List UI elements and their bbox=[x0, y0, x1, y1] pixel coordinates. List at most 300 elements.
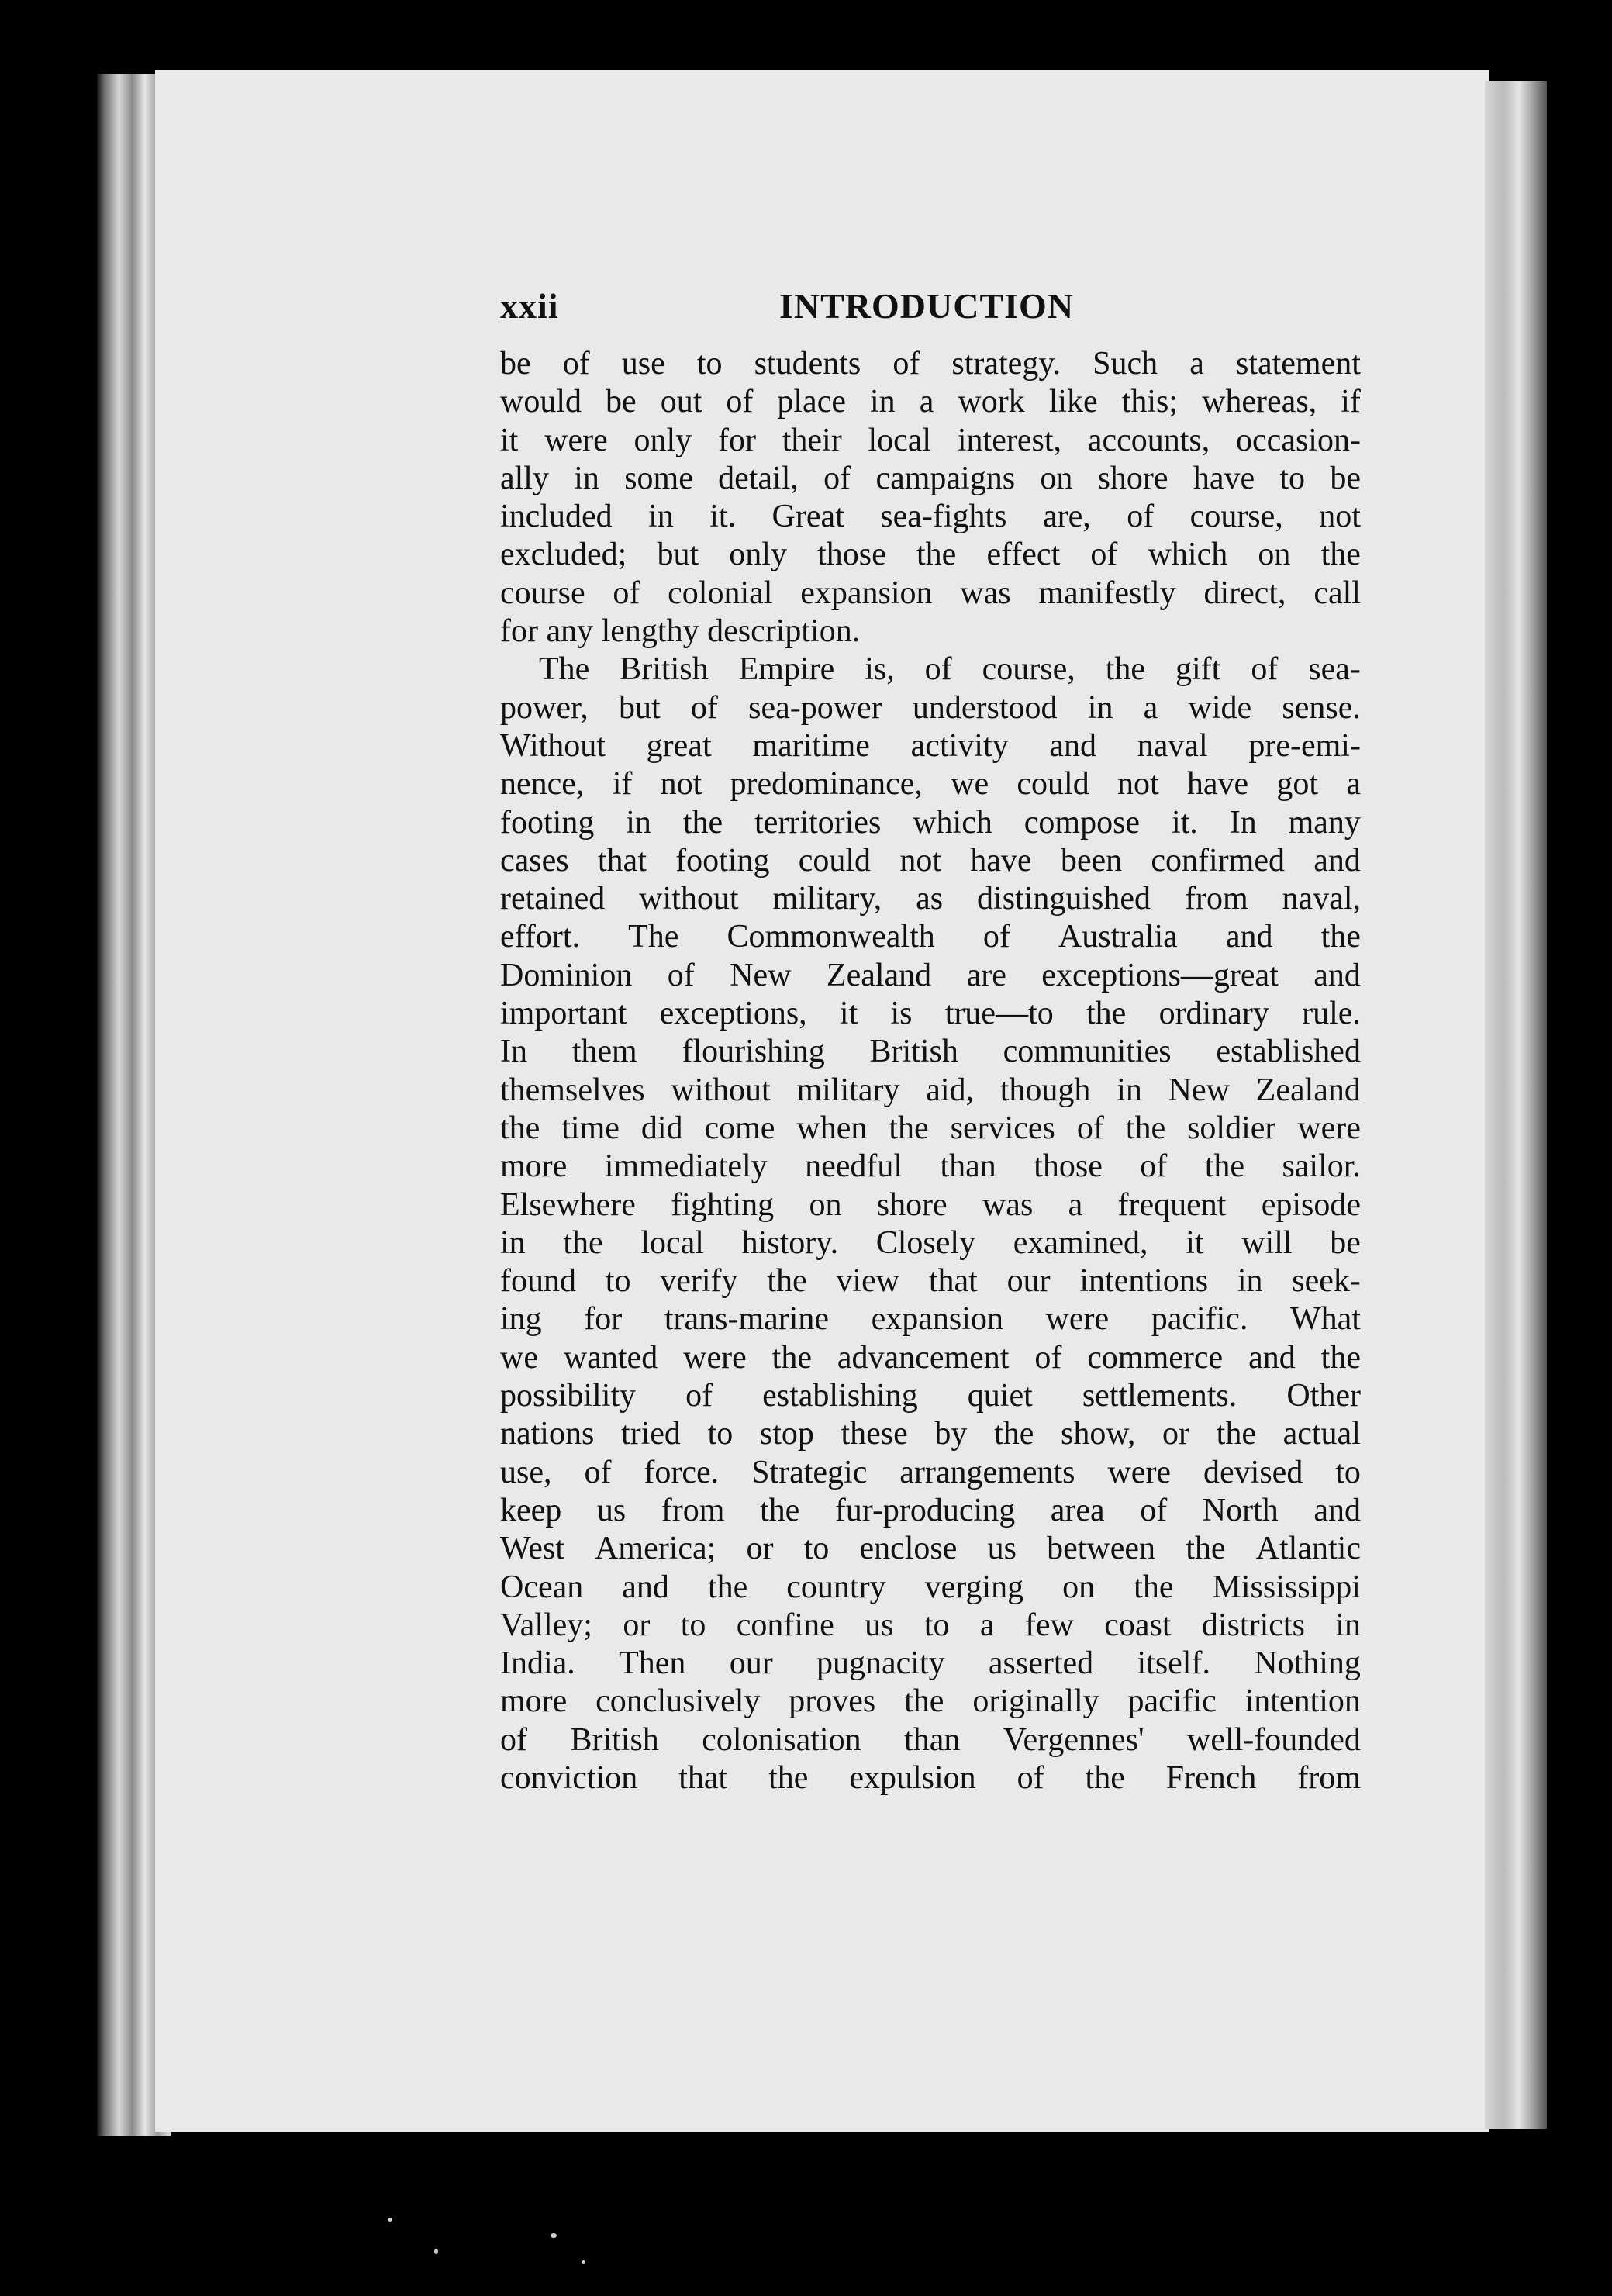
text-line bbox=[500, 1415, 1361, 1453]
word: exceptions, bbox=[659, 996, 807, 1032]
word: confine bbox=[736, 1607, 834, 1643]
text-line bbox=[500, 575, 1361, 613]
text-line bbox=[500, 1530, 1361, 1568]
word: naval, bbox=[1282, 881, 1361, 917]
word: keep bbox=[500, 1492, 562, 1528]
word: maritime bbox=[752, 727, 870, 764]
word: in bbox=[626, 804, 651, 841]
word: only bbox=[633, 422, 692, 458]
word: on bbox=[1062, 1569, 1096, 1605]
word: though bbox=[999, 1072, 1091, 1108]
word: whereas, bbox=[1202, 384, 1317, 420]
word: a bbox=[1143, 689, 1158, 726]
word: our bbox=[729, 1645, 773, 1682]
word: and bbox=[1313, 842, 1361, 879]
word: of bbox=[823, 460, 851, 496]
word: America; bbox=[595, 1531, 716, 1567]
word: local bbox=[640, 1224, 704, 1261]
word: of bbox=[613, 575, 640, 611]
word: the bbox=[1216, 1416, 1256, 1452]
word: were bbox=[683, 1339, 747, 1376]
word: the bbox=[1186, 1531, 1226, 1567]
word: in bbox=[1117, 1072, 1142, 1108]
word: strategy. bbox=[951, 346, 1061, 382]
word: a bbox=[1189, 346, 1204, 382]
word: local bbox=[868, 422, 932, 458]
text-line: for any lengthy description. bbox=[500, 613, 861, 650]
word: colonial bbox=[668, 575, 773, 611]
word: and bbox=[1225, 919, 1273, 955]
word: place bbox=[777, 384, 846, 420]
word: from bbox=[661, 1492, 725, 1528]
word: arrangements bbox=[899, 1454, 1075, 1490]
word: the bbox=[707, 1569, 748, 1605]
scan-speck bbox=[434, 2249, 438, 2254]
scan-specks bbox=[326, 2202, 791, 2287]
word: have bbox=[970, 842, 1032, 879]
word: it bbox=[839, 996, 858, 1032]
word: itself. bbox=[1137, 1645, 1210, 1682]
word: those bbox=[1034, 1148, 1103, 1185]
word: on bbox=[1040, 460, 1073, 496]
text-line bbox=[500, 460, 1361, 498]
text-line bbox=[500, 804, 1361, 842]
word: their bbox=[782, 422, 842, 458]
word: them bbox=[571, 1034, 637, 1070]
word: footing bbox=[500, 804, 595, 841]
word: interest, bbox=[957, 422, 1062, 458]
word: a bbox=[1346, 766, 1361, 803]
word: us bbox=[865, 1607, 894, 1643]
word: retained bbox=[500, 881, 606, 917]
word: which bbox=[913, 804, 992, 841]
word: Strategic bbox=[751, 1454, 868, 1490]
word: of bbox=[1017, 1759, 1044, 1796]
word: In bbox=[1229, 804, 1257, 841]
word: was bbox=[960, 575, 1011, 611]
word: or bbox=[746, 1531, 774, 1567]
word: have bbox=[1186, 766, 1249, 803]
word: and bbox=[1049, 727, 1096, 764]
word: sense. bbox=[1282, 689, 1361, 726]
word: in bbox=[574, 460, 599, 496]
word: districts bbox=[1201, 1607, 1305, 1643]
word: of bbox=[1090, 537, 1118, 573]
word: those bbox=[817, 537, 886, 573]
text-line bbox=[500, 995, 1361, 1033]
word: compose bbox=[1023, 804, 1141, 841]
word: establishing bbox=[762, 1378, 918, 1414]
word: established bbox=[1216, 1034, 1361, 1070]
word: use bbox=[621, 346, 665, 382]
word: be bbox=[1330, 460, 1361, 496]
word: aid, bbox=[926, 1072, 975, 1108]
word: enclose bbox=[859, 1531, 958, 1567]
word: Vergennes' bbox=[1003, 1721, 1144, 1758]
word: nence, bbox=[500, 766, 585, 803]
text-line bbox=[500, 727, 1361, 765]
text-line bbox=[500, 880, 1361, 918]
word: be bbox=[500, 346, 531, 382]
word: services bbox=[950, 1110, 1055, 1146]
word: history. bbox=[741, 1224, 839, 1261]
word: trans-marine bbox=[664, 1301, 830, 1338]
word: in bbox=[500, 1224, 526, 1261]
text-line bbox=[500, 383, 1361, 421]
word: British bbox=[570, 1721, 659, 1758]
word: examined, bbox=[1013, 1224, 1148, 1261]
word: could bbox=[798, 842, 872, 879]
word: British bbox=[620, 651, 709, 688]
word: rule. bbox=[1302, 996, 1361, 1032]
word: between bbox=[1047, 1531, 1156, 1567]
word: or bbox=[1162, 1416, 1190, 1452]
text-line bbox=[500, 1492, 1361, 1530]
word: conviction bbox=[500, 1759, 638, 1796]
word: advancement bbox=[837, 1339, 1010, 1376]
word: show, bbox=[1060, 1416, 1136, 1452]
word: not bbox=[660, 766, 702, 803]
word: tried bbox=[620, 1416, 681, 1452]
word: of bbox=[685, 1378, 713, 1414]
word: out bbox=[660, 384, 702, 420]
word: fighting bbox=[671, 1186, 775, 1223]
word: sea- bbox=[1308, 651, 1361, 688]
word: intention bbox=[1244, 1683, 1361, 1720]
word: well-founded bbox=[1187, 1721, 1361, 1758]
text-line bbox=[500, 1148, 1361, 1186]
word: could bbox=[1017, 766, 1089, 803]
word: of bbox=[1251, 651, 1279, 688]
word: Great bbox=[771, 499, 844, 535]
word: military bbox=[796, 1072, 900, 1108]
word: to bbox=[1279, 460, 1306, 496]
word: many bbox=[1288, 804, 1361, 841]
word: territories bbox=[754, 804, 882, 841]
word: Elsewhere bbox=[500, 1186, 636, 1223]
word: predominance, bbox=[730, 766, 923, 803]
text-line bbox=[500, 498, 1361, 536]
word: sea-fights bbox=[880, 499, 1007, 535]
word: French bbox=[1165, 1759, 1257, 1796]
word: the bbox=[1105, 651, 1146, 688]
word: the bbox=[759, 1492, 800, 1528]
word: the bbox=[563, 1224, 603, 1261]
word: ordinary bbox=[1158, 996, 1269, 1032]
word: expansion bbox=[871, 1301, 1003, 1338]
word: conclusively bbox=[595, 1683, 761, 1720]
word: a bbox=[1068, 1186, 1083, 1223]
word: course, bbox=[1189, 499, 1283, 535]
word: without bbox=[671, 1072, 771, 1108]
text-line bbox=[500, 651, 1361, 689]
word: course bbox=[500, 575, 585, 611]
word: fur-producing bbox=[834, 1492, 1016, 1528]
word: to bbox=[1335, 1454, 1361, 1490]
word: and bbox=[1313, 957, 1361, 993]
word: of bbox=[726, 384, 754, 420]
word: commerce bbox=[1087, 1339, 1224, 1376]
word: Ocean bbox=[500, 1569, 584, 1605]
word: that bbox=[678, 1759, 728, 1796]
word: effort. bbox=[500, 919, 581, 955]
word: to bbox=[680, 1607, 706, 1643]
word: are, bbox=[1042, 499, 1091, 535]
text-line bbox=[500, 1300, 1361, 1338]
word: nations bbox=[500, 1416, 595, 1452]
word: from bbox=[1184, 881, 1248, 917]
word: in bbox=[1087, 689, 1113, 726]
word: if bbox=[1341, 384, 1361, 420]
word: a bbox=[979, 1607, 995, 1643]
word: be bbox=[606, 384, 637, 420]
word: soldier bbox=[1187, 1110, 1276, 1146]
word: verging bbox=[924, 1569, 1024, 1605]
word: direct, bbox=[1203, 575, 1286, 611]
word: footing bbox=[675, 842, 770, 879]
word: few bbox=[1024, 1607, 1074, 1643]
text-line bbox=[500, 1110, 1361, 1148]
word: is bbox=[890, 996, 913, 1032]
word: in bbox=[1335, 1607, 1361, 1643]
word: in bbox=[870, 384, 896, 420]
text-line bbox=[500, 1569, 1361, 1607]
word: settlements. bbox=[1082, 1378, 1237, 1414]
word: more bbox=[500, 1683, 568, 1720]
word: view bbox=[836, 1263, 900, 1300]
word: the bbox=[889, 1110, 929, 1146]
word: us bbox=[987, 1531, 1017, 1567]
scan-speck bbox=[582, 2260, 585, 2264]
text-line bbox=[500, 842, 1361, 880]
word: are bbox=[966, 957, 1006, 993]
word: wide bbox=[1188, 689, 1252, 726]
word: the bbox=[1134, 1569, 1174, 1605]
word: on bbox=[1258, 537, 1291, 573]
word: it bbox=[500, 422, 519, 458]
word: seek- bbox=[1292, 1263, 1361, 1300]
word: New bbox=[730, 957, 792, 993]
word: manifestly bbox=[1038, 575, 1176, 611]
word: Other bbox=[1286, 1378, 1361, 1414]
word: campaigns bbox=[875, 460, 1016, 496]
word: sailor. bbox=[1282, 1148, 1361, 1185]
word: area bbox=[1050, 1492, 1105, 1528]
word: is, bbox=[865, 651, 895, 688]
word: accounts, bbox=[1087, 422, 1210, 458]
word: Zealand bbox=[826, 957, 932, 993]
word: Zealand bbox=[1255, 1072, 1361, 1108]
word: of bbox=[584, 1454, 612, 1490]
text-line bbox=[500, 345, 1361, 383]
text-line bbox=[500, 1721, 1361, 1759]
word: The bbox=[628, 919, 679, 955]
word: sea-power bbox=[748, 689, 882, 726]
word: of bbox=[892, 346, 920, 382]
word: the bbox=[768, 1759, 809, 1796]
word: possibility bbox=[500, 1378, 637, 1414]
word: occasion- bbox=[1236, 422, 1361, 458]
word: a bbox=[919, 384, 934, 420]
word: which bbox=[1148, 537, 1228, 573]
word: the bbox=[1320, 919, 1361, 955]
text-line bbox=[500, 1072, 1361, 1110]
word: of bbox=[1034, 1339, 1062, 1376]
word: stop bbox=[759, 1416, 814, 1452]
word: country bbox=[786, 1569, 886, 1605]
word: we bbox=[951, 766, 989, 803]
word: In bbox=[500, 1034, 527, 1070]
word: the bbox=[1320, 537, 1361, 573]
word: was bbox=[982, 1186, 1034, 1223]
word: the bbox=[904, 1683, 944, 1720]
word: work bbox=[958, 384, 1025, 420]
word: understood bbox=[912, 689, 1058, 726]
word: Nothing bbox=[1254, 1645, 1361, 1682]
word: shore bbox=[876, 1186, 948, 1223]
word: of bbox=[1127, 499, 1155, 535]
word: from bbox=[1297, 1759, 1361, 1796]
word: to bbox=[696, 346, 723, 382]
text-line bbox=[500, 1683, 1361, 1721]
word: of bbox=[924, 651, 952, 688]
word: wanted bbox=[563, 1339, 658, 1376]
word: some bbox=[624, 460, 693, 496]
word: and bbox=[622, 1569, 669, 1605]
word: as bbox=[916, 881, 944, 917]
text-line bbox=[500, 1377, 1361, 1415]
word: asserted bbox=[988, 1645, 1094, 1682]
word: British bbox=[869, 1034, 958, 1070]
text-line bbox=[500, 957, 1361, 995]
word: Dominion bbox=[500, 957, 633, 993]
word: that bbox=[597, 842, 647, 879]
word: and bbox=[1313, 1492, 1361, 1528]
word: pacific bbox=[1127, 1683, 1217, 1720]
word: call bbox=[1313, 575, 1361, 611]
word: Then bbox=[619, 1645, 686, 1682]
word: were bbox=[1297, 1110, 1361, 1146]
word: the bbox=[1125, 1110, 1166, 1146]
word: for bbox=[584, 1301, 623, 1338]
word: pacific. bbox=[1151, 1301, 1248, 1338]
word: of bbox=[1076, 1110, 1104, 1146]
word: Valley; bbox=[500, 1607, 592, 1643]
scan-border bbox=[1547, 0, 1612, 2296]
word: when bbox=[796, 1110, 868, 1146]
word: power, bbox=[500, 689, 589, 726]
word: Mississippi bbox=[1212, 1569, 1361, 1605]
word: the bbox=[767, 1263, 807, 1300]
word: included bbox=[500, 499, 613, 535]
word: ing bbox=[500, 1301, 542, 1338]
word: only bbox=[729, 537, 787, 573]
word: devised bbox=[1203, 1454, 1303, 1490]
word: were bbox=[544, 422, 608, 458]
word: excluded; bbox=[500, 537, 627, 573]
word: distinguished bbox=[977, 881, 1151, 917]
word: statement bbox=[1235, 346, 1361, 382]
text-line bbox=[500, 918, 1361, 956]
word: force. bbox=[644, 1454, 720, 1490]
word: the bbox=[916, 537, 957, 573]
word: of bbox=[562, 346, 590, 382]
word: it. bbox=[1171, 804, 1198, 841]
word: pugnacity bbox=[816, 1645, 945, 1682]
running-head: INTRODUCTION bbox=[779, 286, 1075, 326]
word: exceptions—great bbox=[1041, 957, 1279, 993]
word: What bbox=[1290, 1301, 1361, 1338]
word: have bbox=[1193, 460, 1255, 496]
word: Such bbox=[1093, 346, 1158, 382]
word: verify bbox=[660, 1263, 738, 1300]
word: to bbox=[707, 1416, 734, 1452]
word: shore bbox=[1097, 460, 1168, 496]
word: the bbox=[994, 1416, 1034, 1452]
word: it bbox=[1186, 1224, 1204, 1261]
word: The bbox=[539, 651, 590, 688]
word: than bbox=[940, 1148, 996, 1185]
scan-speck bbox=[388, 2218, 392, 2222]
word: were bbox=[1045, 1301, 1110, 1338]
word: great bbox=[646, 727, 712, 764]
word: coast bbox=[1104, 1607, 1172, 1643]
word: Commonwealth bbox=[727, 919, 935, 955]
word: confirmed bbox=[1151, 842, 1285, 879]
word: to bbox=[803, 1531, 830, 1567]
word: the bbox=[771, 1339, 812, 1376]
word: were bbox=[1107, 1454, 1172, 1490]
word: like bbox=[1048, 384, 1098, 420]
text-line bbox=[500, 689, 1361, 727]
word: effect bbox=[986, 537, 1061, 573]
word: the bbox=[500, 1110, 540, 1146]
word: colonisation bbox=[702, 1721, 861, 1758]
word: Australia bbox=[1058, 919, 1178, 955]
text-line bbox=[500, 422, 1361, 460]
word: been bbox=[1060, 842, 1123, 879]
word: time bbox=[561, 1110, 620, 1146]
word: that bbox=[928, 1263, 978, 1300]
word: Atlantic bbox=[1255, 1531, 1361, 1567]
word: the bbox=[1086, 996, 1127, 1032]
word: proves bbox=[789, 1683, 876, 1720]
word: we bbox=[500, 1339, 538, 1376]
word: naval bbox=[1137, 727, 1208, 764]
word: gift bbox=[1175, 651, 1221, 688]
page-header bbox=[500, 285, 1361, 332]
text-line bbox=[500, 1224, 1361, 1262]
word: the bbox=[1320, 1339, 1361, 1376]
word: actual bbox=[1282, 1416, 1361, 1452]
scan-speck bbox=[551, 2233, 557, 2238]
text-line bbox=[500, 1607, 1361, 1645]
word: episode bbox=[1261, 1186, 1361, 1223]
text-line bbox=[500, 1186, 1361, 1224]
word: not bbox=[1117, 766, 1159, 803]
paragraph bbox=[500, 345, 1361, 651]
word: did bbox=[640, 1110, 683, 1146]
word: frequent bbox=[1117, 1186, 1227, 1223]
word: this; bbox=[1121, 384, 1179, 420]
word: pre-emi- bbox=[1248, 727, 1361, 764]
text-line bbox=[500, 1339, 1361, 1377]
word: to bbox=[605, 1263, 631, 1300]
word: the bbox=[1085, 1759, 1125, 1796]
word: will bbox=[1241, 1224, 1293, 1261]
word: West bbox=[500, 1531, 564, 1567]
word: communities bbox=[1003, 1034, 1172, 1070]
